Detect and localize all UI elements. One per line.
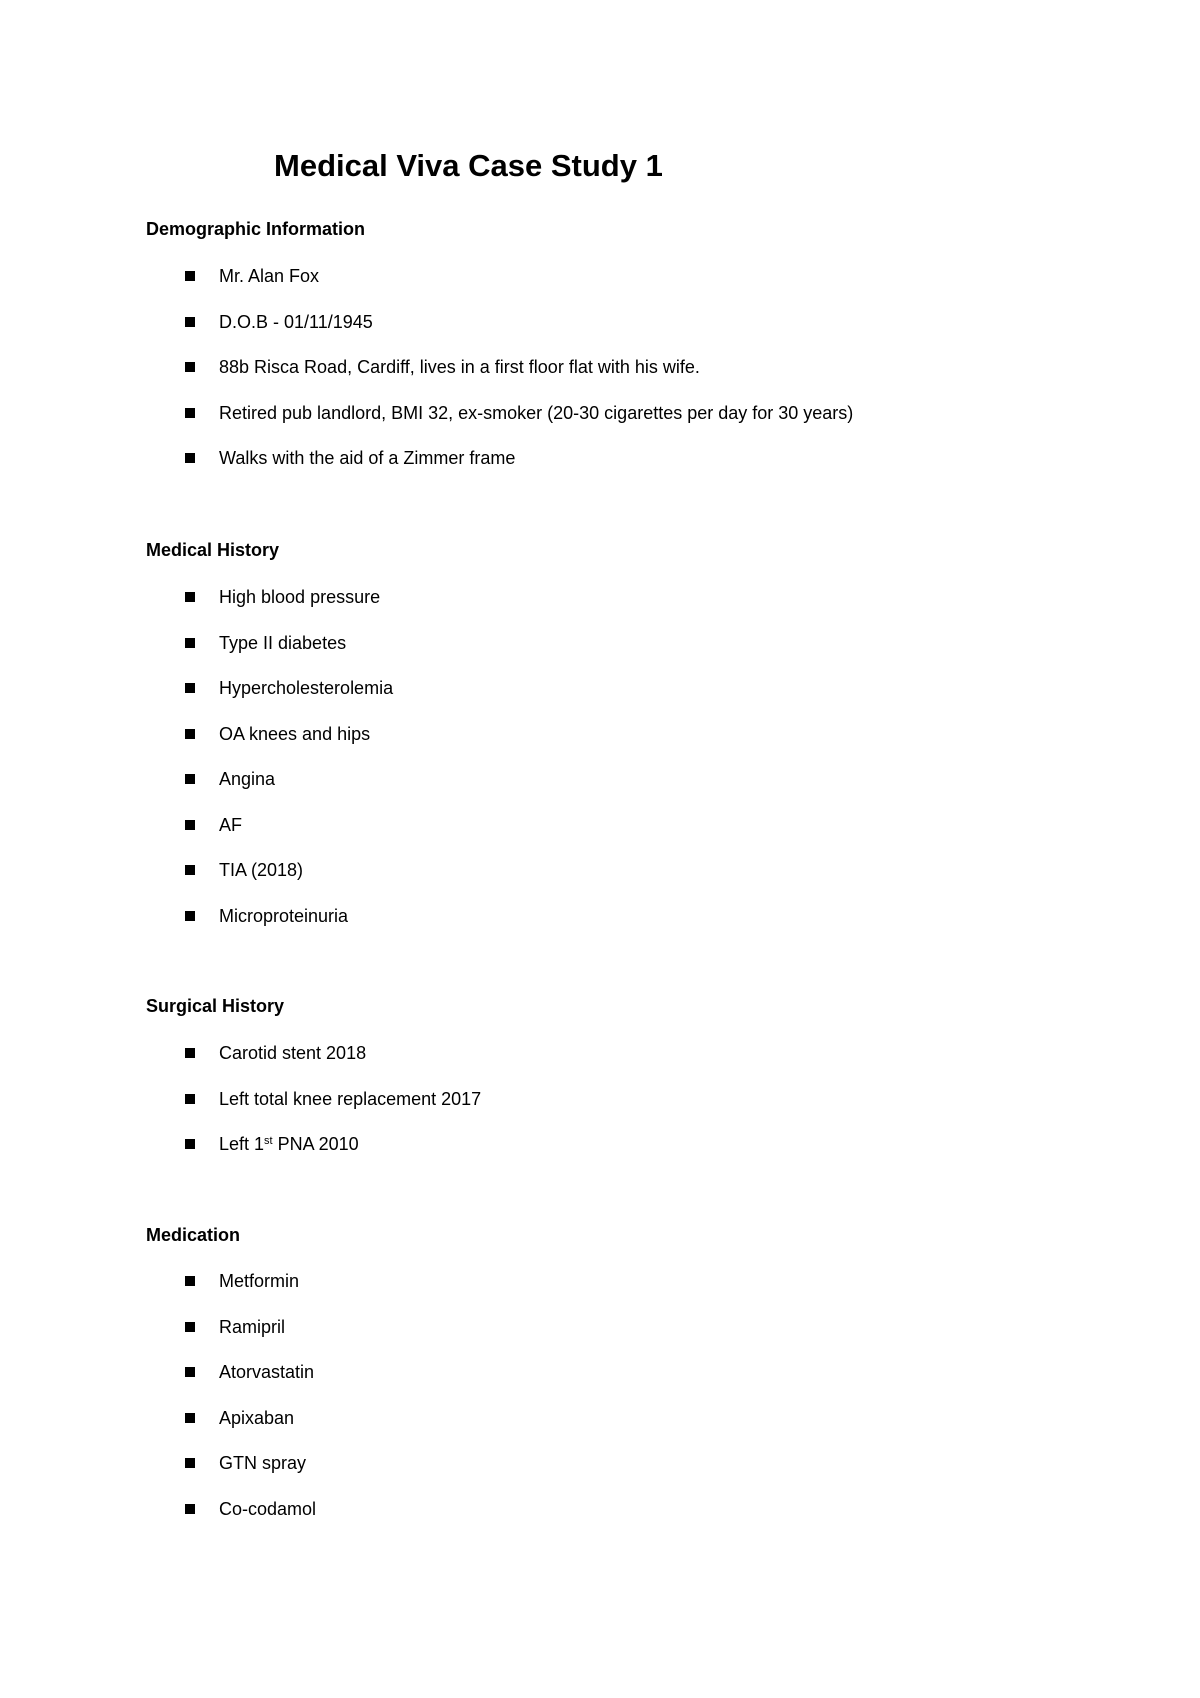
list-item: Atorvastatin	[0, 1361, 1100, 1407]
list-item: Metformin	[0, 1270, 1100, 1316]
list-item: OA knees and hips	[0, 723, 1100, 769]
bullet-list	[0, 1042, 1100, 1179]
section-heading: Medical History	[146, 540, 280, 560]
square-bullet-icon	[185, 865, 195, 875]
square-bullet-icon	[185, 362, 195, 372]
square-bullet-icon	[185, 1094, 195, 1104]
list-item: High blood pressure	[0, 586, 1100, 632]
square-bullet-icon	[185, 820, 195, 830]
square-bullet-icon	[185, 408, 195, 418]
list-item: Type II diabetes	[0, 632, 1100, 678]
list-item: Co-codamol	[0, 1498, 1100, 1544]
section-heading: Demographic Information	[146, 219, 366, 239]
list-item: Ramipril	[0, 1316, 1100, 1362]
square-bullet-icon	[185, 453, 195, 463]
square-bullet-icon	[185, 1413, 195, 1423]
list-item: Mr. Alan Fox	[0, 265, 1100, 311]
section-heading: Surgical History	[146, 996, 285, 1016]
list-item: GTN spray	[0, 1452, 1100, 1498]
list-item: Angina	[0, 768, 1100, 814]
square-bullet-icon	[185, 683, 195, 693]
square-bullet-icon	[185, 317, 195, 327]
square-bullet-icon	[185, 774, 195, 784]
bullet-list	[0, 265, 1100, 493]
list-item: Walks with the aid of a Zimmer frame	[0, 447, 1100, 493]
page-title: Medical Viva Case Study 1	[274, 148, 663, 183]
square-bullet-icon	[185, 729, 195, 739]
list-item: Left total knee replacement 2017	[0, 1088, 1100, 1134]
list-item: AF	[0, 814, 1100, 860]
list-item: D.O.B - 01/11/1945	[0, 311, 1100, 357]
square-bullet-icon	[185, 1048, 195, 1058]
section-heading: Medication	[146, 1225, 241, 1245]
square-bullet-icon	[185, 638, 195, 648]
list-item: Carotid stent 2018	[0, 1042, 1100, 1088]
square-bullet-icon	[185, 1458, 195, 1468]
square-bullet-icon	[185, 1276, 195, 1286]
bullet-list	[0, 586, 1100, 950]
square-bullet-icon	[185, 1367, 195, 1377]
bullet-list	[0, 1270, 1100, 1543]
list-item-text: Left 1st PNA 2010	[219, 1134, 359, 1154]
square-bullet-icon	[185, 1322, 195, 1332]
list-item: Apixaban	[0, 1407, 1100, 1453]
square-bullet-icon	[185, 592, 195, 602]
list-item	[0, 1133, 1100, 1179]
list-item: 88b Risca Road, Cardiff, lives in a first floor flat with his wife.	[0, 356, 1100, 402]
list-item: TIA (2018)	[0, 859, 1100, 905]
square-bullet-icon	[185, 1139, 195, 1149]
square-bullet-icon	[185, 1504, 195, 1514]
list-item: Hypercholesterolemia	[0, 677, 1100, 723]
list-item: Microproteinuria	[0, 905, 1100, 951]
list-item: Retired pub landlord, BMI 32, ex-smoker (20-30 cigarettes per day for 30 years)	[0, 402, 1100, 448]
square-bullet-icon	[185, 911, 195, 921]
square-bullet-icon	[185, 271, 195, 281]
